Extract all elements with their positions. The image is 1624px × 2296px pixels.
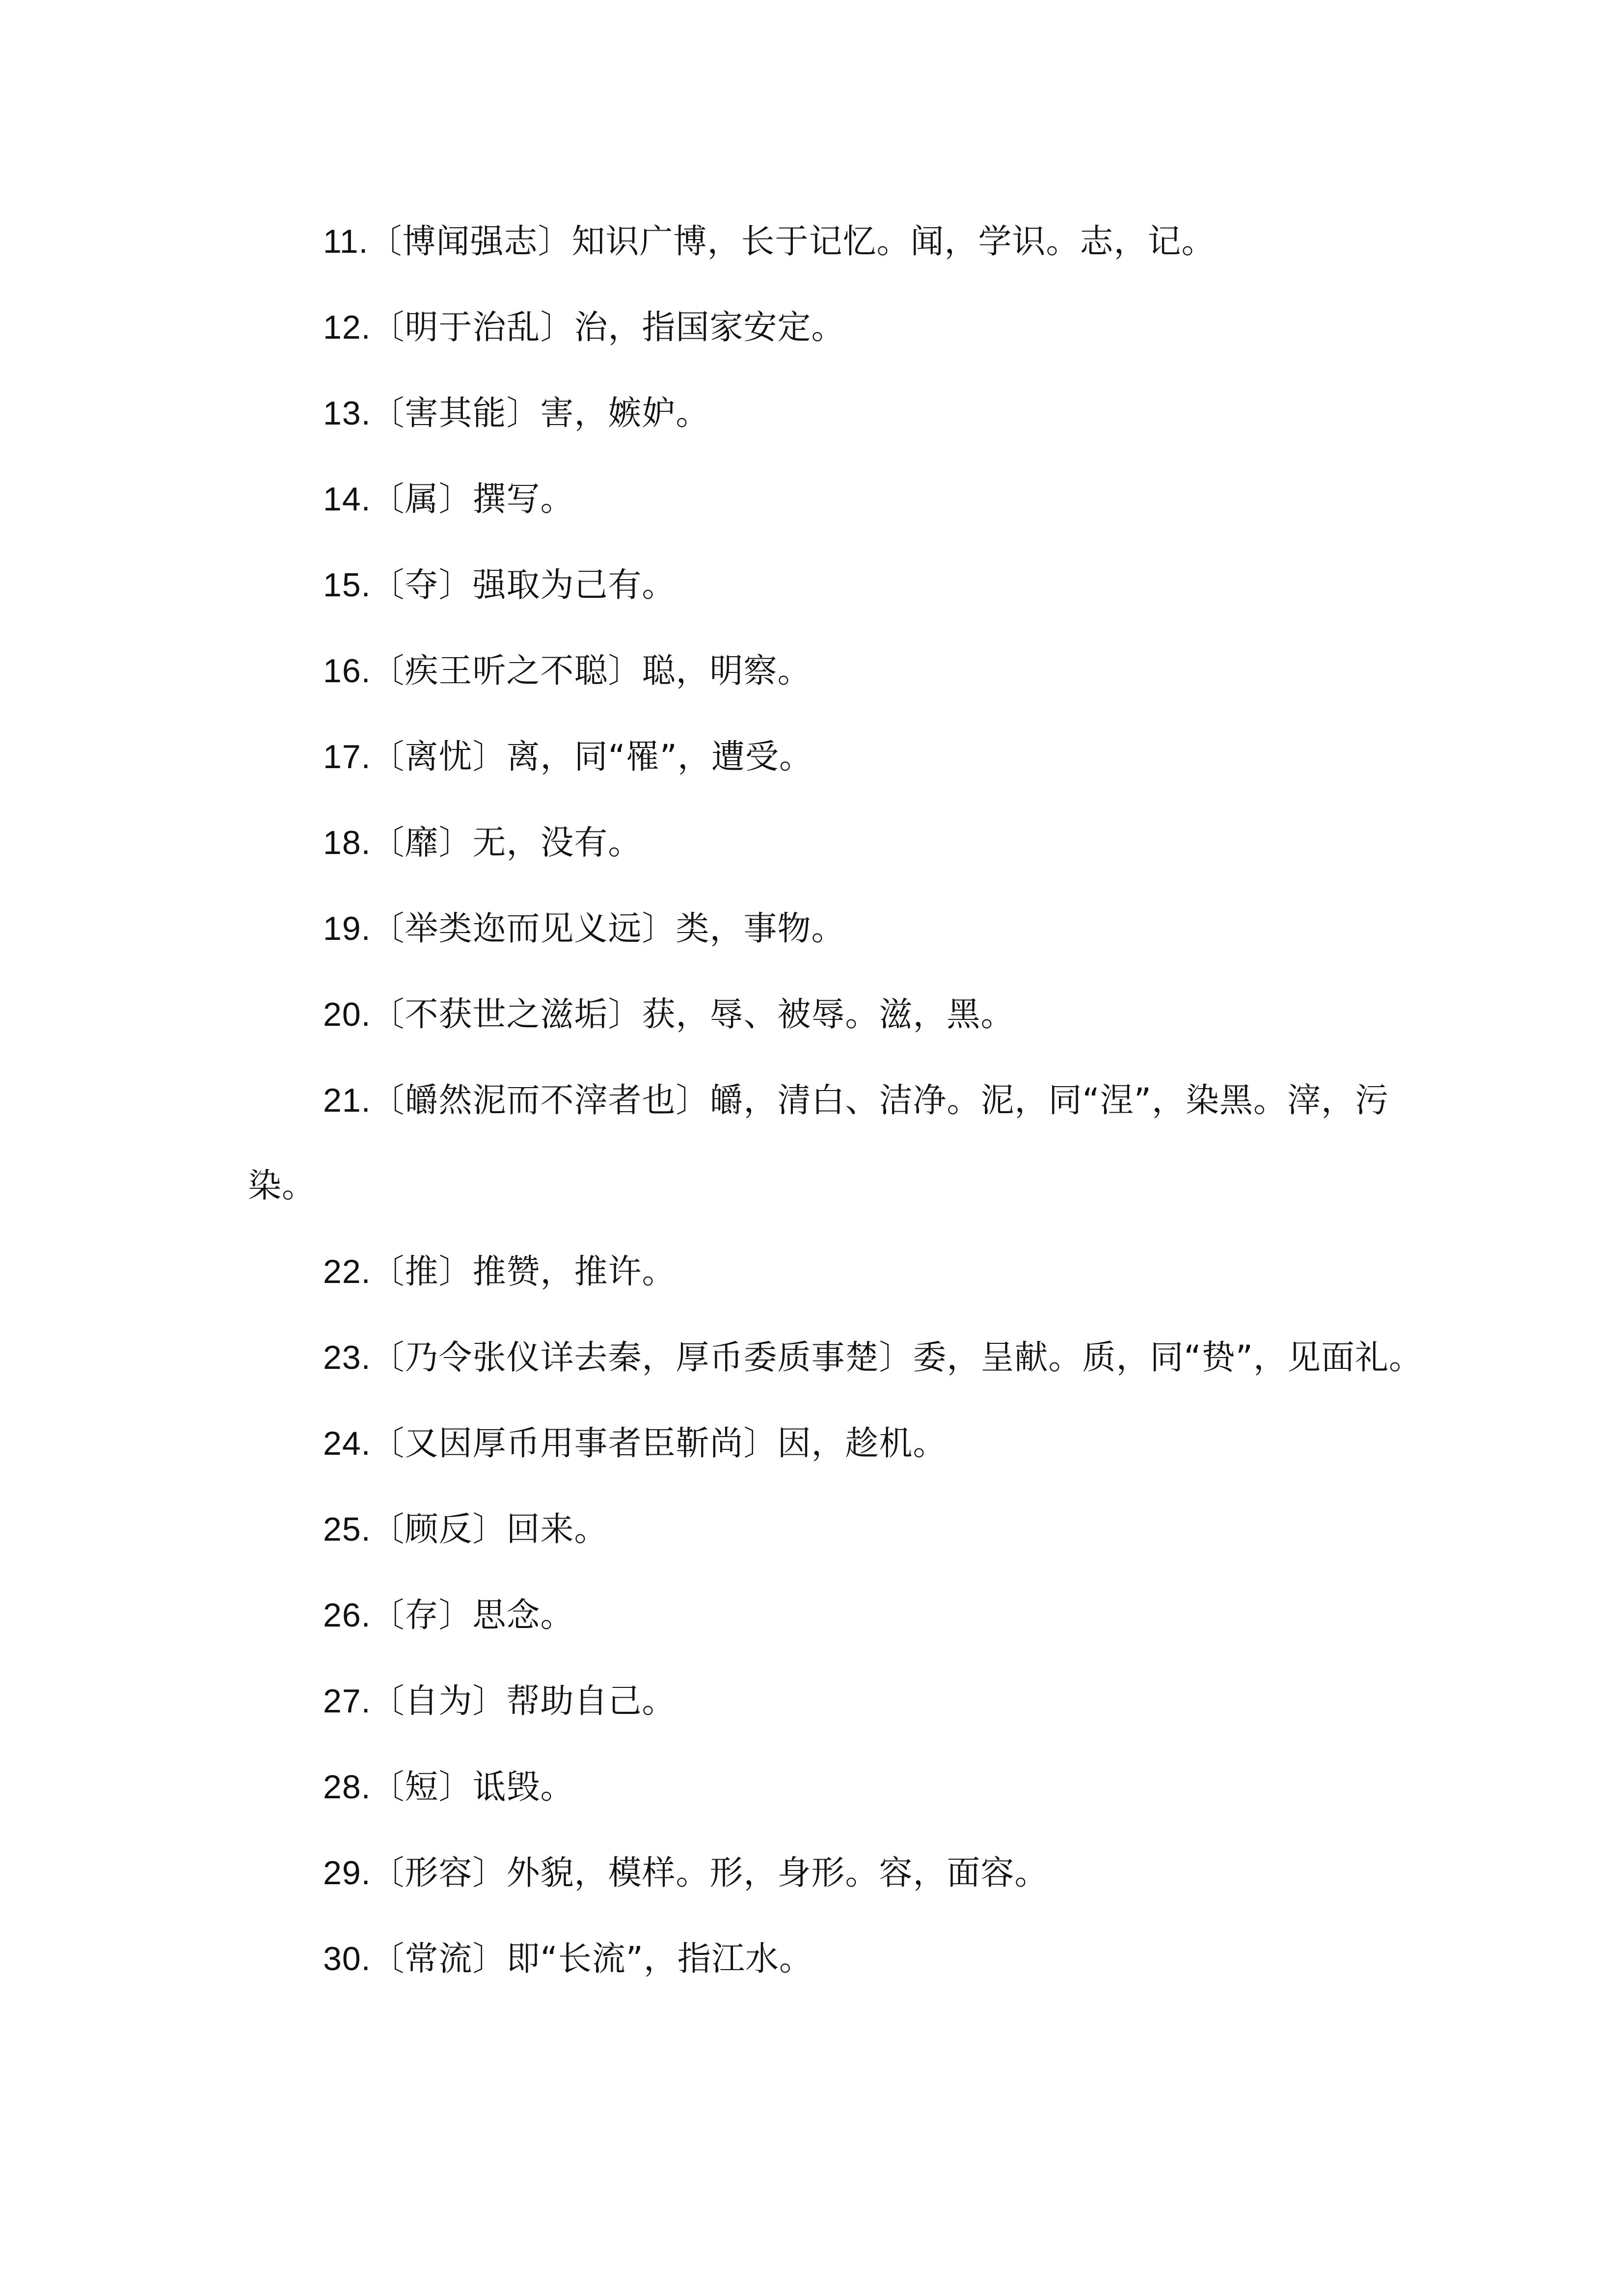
annotation-text: 〔靡〕无，没有。: [371, 824, 642, 862]
annotation-item: [248, 542, 1446, 628]
annotation-text: 〔属〕撰写。: [371, 480, 574, 519]
annotation-number: 18.: [323, 824, 371, 861]
annotation-item: [248, 199, 1446, 285]
annotation-text: 〔离忧〕离，同“罹”，遭受。: [371, 738, 813, 776]
annotation-number: 15.: [323, 566, 371, 604]
annotation-text: 〔常流〕即“长流”，指江水。: [371, 1940, 813, 1978]
annotation-text: 〔自为〕帮助自己。: [371, 1682, 676, 1721]
annotation-item: [248, 1916, 1446, 2002]
annotation-item: [248, 1058, 1446, 1229]
annotation-number: 27.: [323, 1682, 371, 1720]
annotation-text: 〔疾王听之不聪〕聪，明察。: [371, 652, 812, 691]
annotation-item: [248, 714, 1446, 800]
annotation-number: 21.: [323, 1082, 371, 1119]
annotation-item: [248, 1658, 1446, 1744]
annotation-number: 24.: [323, 1425, 371, 1462]
annotation-text: 〔乃令张仪详去秦，厚币委质事楚〕委，呈献。质，同“贽”，见面礼。: [371, 1338, 1423, 1377]
annotation-text: 〔夺〕强取为己有。: [371, 566, 676, 605]
annotation-number: 20.: [323, 996, 371, 1033]
annotation-text: 〔推〕推赞，推许。: [371, 1253, 676, 1291]
annotation-text: 〔又因厚币用事者臣靳尚〕因，趁机。: [371, 1424, 947, 1463]
annotation-text: 〔博闻强志〕知识广博，长于记忆。闻，学识。志，记。: [368, 222, 1216, 261]
annotation-item: [248, 285, 1446, 371]
annotation-number: 25.: [323, 1511, 371, 1548]
annotation-number: 23.: [323, 1339, 371, 1376]
annotation-item: [248, 1744, 1446, 1830]
annotation-item: [248, 1573, 1446, 1658]
annotation-number: 19.: [323, 910, 371, 947]
annotation-text: 〔短〕诋毁。: [371, 1768, 574, 1807]
annotation-number: 17.: [323, 738, 371, 775]
annotation-text: 〔害其能〕害，嫉妒。: [371, 394, 710, 433]
annotation-item: [248, 1487, 1446, 1573]
annotation-text: 〔顾反〕回来。: [371, 1510, 608, 1549]
annotation-number: 14.: [323, 481, 371, 518]
annotation-number: 30.: [323, 1940, 371, 1977]
annotation-text: 〔存〕思念。: [371, 1596, 574, 1635]
annotation-item: [248, 1401, 1446, 1487]
annotation-text: 〔不获世之滋垢〕获，辱、被辱。滋，黑。: [371, 995, 1015, 1034]
annotation-item: [248, 628, 1446, 714]
annotation-text: 〔皭然泥而不滓者也〕皭，清白、洁净。泥，同“涅”，染黑。滓，污染。: [248, 1081, 1389, 1205]
annotation-item: [248, 886, 1446, 972]
annotation-item: [248, 1229, 1446, 1315]
annotation-list: [248, 199, 1446, 2002]
annotation-item: [248, 456, 1446, 542]
annotation-item: [248, 972, 1446, 1058]
annotation-number: 12.: [323, 309, 371, 346]
annotation-item: [248, 1830, 1446, 1916]
annotation-number: 11.: [323, 223, 369, 260]
annotation-item: [248, 1315, 1446, 1401]
annotation-text: 〔举类迩而见义远〕类，事物。: [371, 909, 845, 948]
annotation-text: 〔明于治乱〕治，指国家安定。: [371, 308, 845, 347]
annotation-number: 16.: [323, 652, 371, 690]
annotation-number: 22.: [323, 1253, 371, 1290]
annotation-text: 〔形容〕外貌，模样。形，身形。容，面容。: [371, 1854, 1049, 1893]
annotation-number: 26.: [323, 1597, 371, 1634]
annotation-number: 28.: [323, 1768, 371, 1806]
annotation-number: 13.: [323, 395, 371, 432]
annotation-number: 29.: [323, 1854, 371, 1892]
annotation-item: [248, 800, 1446, 886]
annotation-item: [248, 371, 1446, 456]
